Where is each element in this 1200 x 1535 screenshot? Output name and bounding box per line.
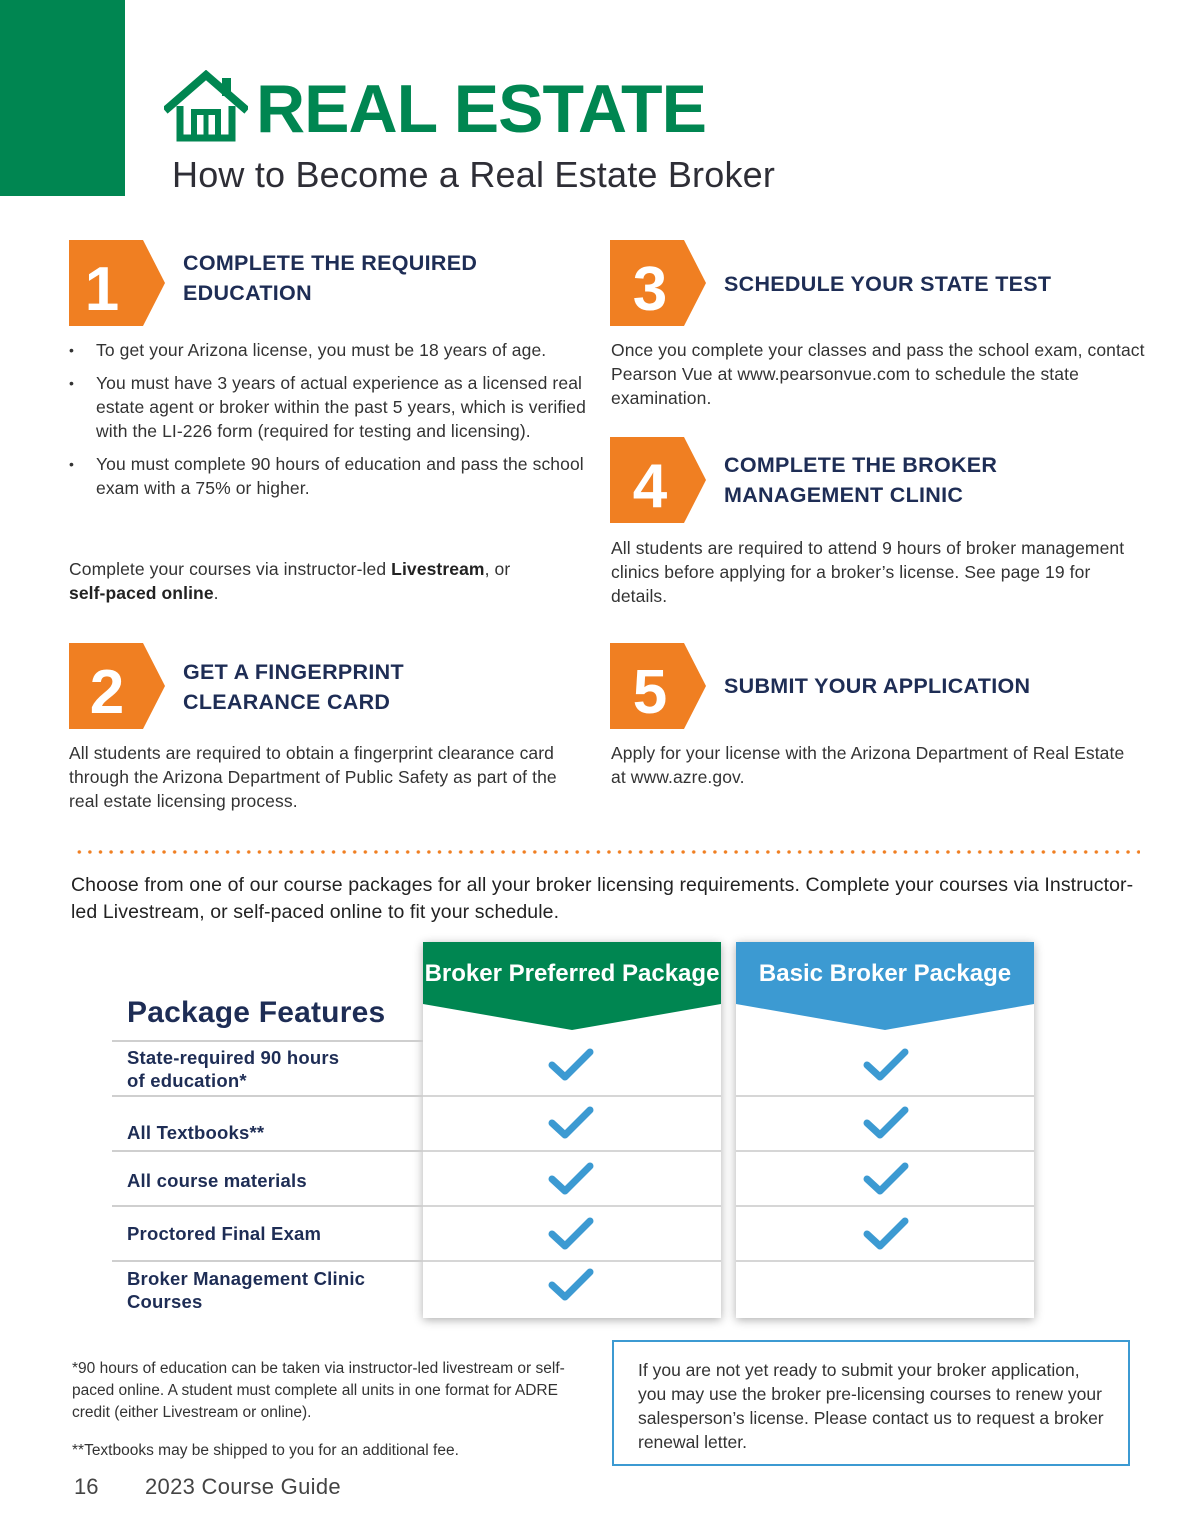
footnote-textbooks: **Textbooks may be shipped to you for an additional fee. — [72, 1442, 459, 1459]
step-5-number: 5 — [632, 658, 668, 727]
renewal-note-box — [612, 1340, 1130, 1466]
footnote-education: *90 hours of education can be taken via instructor-led livestream or self-paced online. A student must complete all units in one format for ADRE credit (either Livestream or online). — [72, 1360, 565, 1421]
row-divider — [736, 1205, 1034, 1207]
step-4-heading: COMPLETE THE BROKER MANAGEMENT CLINIC — [724, 453, 998, 507]
house-icon — [164, 70, 248, 147]
row-divider — [736, 1260, 1034, 1262]
step-5-body: Apply for your license with the Arizona Department of Real Estate at www.azre.gov. — [611, 743, 1125, 787]
step-5-heading: SUBMIT YOUR APPLICATION — [724, 674, 1031, 698]
list-item: • You must have 3 years of actual experience as a licensed real estate agent or broker within the past 5 years, which is verified with the LI-226 form (required for testing and licensing). — [69, 373, 586, 441]
step-3-badge — [610, 240, 706, 326]
header-accent-bar — [0, 0, 125, 196]
step-3-body: Once you complete your classes and pass the school exam, contact Pearson Vue at www.pearsonvue.com to schedule the state examination. — [611, 340, 1145, 408]
feature-divider — [112, 1205, 423, 1207]
list-item: • To get your Arizona license, you must be 18 years of age. — [69, 340, 547, 360]
dotted-divider — [74, 849, 1140, 855]
check-icon — [548, 1105, 594, 1141]
row-divider — [423, 1260, 721, 1262]
brand-logo — [164, 70, 706, 147]
feature-course-materials: All course materials — [127, 1170, 307, 1191]
step-5-badge — [610, 643, 706, 729]
step-2-heading: GET A FINGERPRINT CLEARANCE CARD — [183, 660, 404, 714]
feature-proctored-exam: Proctored Final Exam — [127, 1223, 322, 1244]
step-3-heading: SCHEDULE YOUR STATE TEST — [724, 272, 1052, 296]
feature-management-clinic: Broker Management Clinic Courses — [127, 1268, 366, 1312]
step-1-badge — [69, 240, 165, 326]
page-number: 16 — [74, 1474, 99, 1499]
packages-intro: Choose from one of our course packages for all your broker licensing requirements. Complete your courses via Instructor-led Livestream, or self-paced online to fit your schedule. — [71, 874, 1134, 923]
step-4-number: 4 — [632, 452, 668, 521]
basic-broker-title: Basic Broker Package — [758, 960, 1012, 987]
feature-divider — [112, 1095, 423, 1097]
row-divider — [423, 1150, 721, 1152]
step-2-number: 2 — [89, 658, 125, 727]
step-4-body: All students are required to attend 9 hours of broker management clinics before applying for a broker’s license. See page 19 for details. — [611, 538, 1125, 606]
feature-divider — [112, 1150, 423, 1152]
row-divider — [736, 1150, 1034, 1152]
step-1-number: 1 — [84, 255, 120, 324]
list-item: • You must complete 90 hours of education and pass the school exam with a 75% or higher. — [69, 454, 584, 498]
guide-title: 2023 Course Guide — [145, 1474, 341, 1499]
check-icon — [548, 1267, 594, 1303]
broker-preferred-title: Broker Preferred Package — [424, 960, 720, 987]
check-icon — [863, 1161, 909, 1197]
check-icon — [863, 1047, 909, 1083]
row-divider — [423, 1095, 721, 1097]
step-4-badge — [610, 437, 706, 523]
page-subtitle: How to Become a Real Estate Broker — [172, 154, 776, 195]
step-3-number: 3 — [632, 255, 668, 324]
feature-divider — [112, 1040, 423, 1042]
row-divider — [736, 1095, 1034, 1097]
step-1-note: Complete your courses via instructor-led Livestream, or self-paced online. — [69, 559, 511, 603]
row-divider — [423, 1205, 721, 1207]
renewal-note-text: If you are not yet ready to submit your broker application, you may use the broker pre-licensing courses to renew your salesperson’s license. Please contact us to request a broker renewal letter. — [638, 1360, 1104, 1452]
check-icon — [863, 1105, 909, 1141]
check-icon — [548, 1216, 594, 1252]
feature-education-hours: State-required 90 hours of education* — [127, 1047, 340, 1091]
check-icon — [863, 1216, 909, 1252]
brand-title: REAL ESTATE — [256, 70, 706, 147]
check-icon — [548, 1161, 594, 1197]
step-1-heading: COMPLETE THE REQUIRED EDUCATION — [183, 251, 478, 305]
feature-textbooks: All Textbooks** — [127, 1122, 265, 1143]
step-2-body: All students are required to obtain a fingerprint clearance card through the Arizona Department of Public Safety as part of the real estate licensing process. — [69, 743, 557, 811]
step-2-badge — [69, 643, 165, 729]
check-icon — [548, 1047, 594, 1083]
step-1-requirements — [69, 338, 597, 509]
feature-divider — [112, 1260, 423, 1262]
package-features-title: Package Features — [127, 996, 386, 1029]
